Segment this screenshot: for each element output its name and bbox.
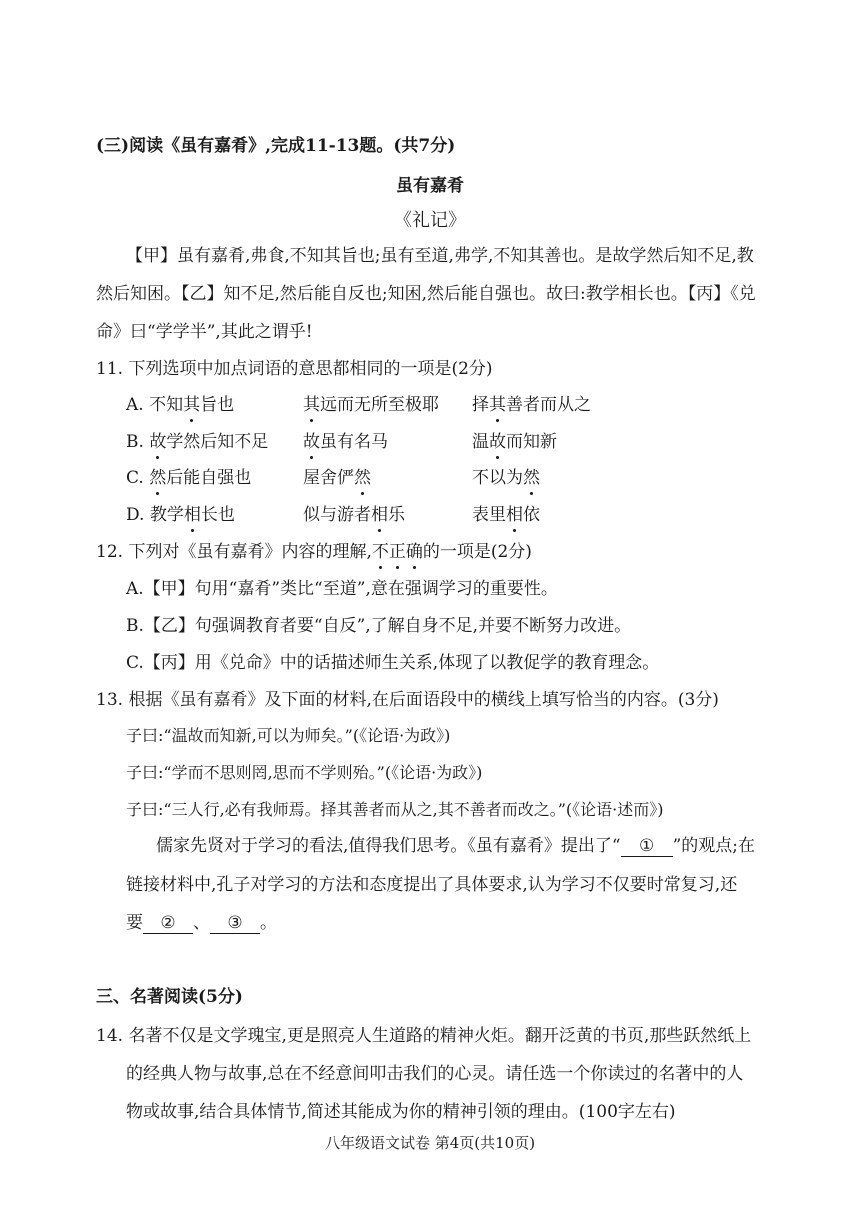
passage-source: 《礼记》 [394,210,466,231]
passage-title: 虽有嘉肴 [396,176,464,196]
q12-stem: 12. 下列对《虽有嘉肴》内容的理解,不正确的一项是(2分) [96,542,532,562]
q12-option-a[interactable]: A.【甲】句用“嘉肴”类比“至道”,意在强调学习的重要性。 [126,579,558,599]
q13-paragraph-line-3: 要 ② 、 ③ 。 [126,913,277,933]
option-a-word-3: 择其善者而从之 [472,395,591,415]
option-label: A. [126,395,144,415]
option-d-word-3: 表里相依 [472,505,540,525]
option-a-word-2: 其远而无所至极耶 [303,395,439,415]
q13-quote-3: 子曰:“三人行,必有我师焉。择其善者而从之,其不善者而改之。”(《论语·述而》) [126,800,664,819]
option-c-word-3: 不以为然 [472,468,540,488]
q11-option-d[interactable] [126,503,235,527]
q13-paragraph-line-2: 链接材料中,孔子对学习的方法和态度提出了具体要求,认为学习不仅要时常复习,还 [126,875,738,895]
option-label: B. [126,432,144,452]
option-a-word-1: 不知其旨也 [149,395,235,415]
answer-blank-3[interactable]: ③ [210,913,260,934]
q12-option-c[interactable]: C.【丙】用《兑命》中的话描述师生关系,体现了以教促学的教育理念。 [126,653,660,673]
q13-paragraph-line-1: 儒家先贤对于学习的看法,值得我们思考。《虽有嘉肴》提出了“ ① ”的观点;在 [156,836,756,856]
option-d-word-1: 教学相长也 [149,505,235,525]
q11-option-c[interactable] [126,466,251,490]
q11-stem: 11. 下列选项中加点词语的意思都相同的一项是(2分) [96,359,493,379]
passage-line-1: 【甲】虽有嘉肴,弗食,不知其旨也;虽有至道,弗学,不知其善也。是故学然后知不足,教 [126,246,754,266]
option-c-word-2: 屋舍俨然 [303,468,371,488]
option-b-word-3: 温故而知新 [472,432,557,452]
answer-blank-1[interactable]: ① [621,836,673,857]
option-b-word-1: 故学然后知不足 [149,432,269,452]
q11-option-b[interactable] [126,430,268,454]
page-footer: 八年级语文试卷 第4页(共10页) [324,1134,536,1152]
q14-line-3: 物或故事,结合具体情节,简述其能成为你的精神引领的理由。(100字左右) [126,1102,676,1122]
answer-blank-2[interactable]: ② [143,913,193,934]
option-label: C. [126,468,144,488]
q13-quote-2: 子曰:“学而不思则罔,思而不学则殆。”(《论语·为政》) [126,763,483,782]
q13-stem: 13. 根据《虽有嘉肴》及下面的材料,在后面语段中的横线上填写恰当的内容。(3分) [96,690,719,710]
section-3-title: (三)阅读《虽有嘉肴》,完成11-13题。(共7分) [96,136,456,156]
q14-line-2: 的经典人物与故事,总在不经意间叩击我们的心灵。请任选一个你读过的名著中的人 [126,1064,744,1084]
option-label: D. [126,505,145,525]
q11-option-a[interactable] [126,393,234,417]
q12-emphasis: 不正确 [371,542,423,562]
section-4-title: 三、名著阅读(5分) [96,987,243,1007]
option-b-word-2: 故虽有名马 [303,432,388,452]
passage-line-2: 然后知困。【乙】知不足,然后能自反也;知困,然后能自强也。故曰:教学相长也。【丙】《兑 [96,284,756,304]
option-d-word-2: 似与游者相乐 [303,505,405,525]
q12-option-b[interactable]: B.【乙】句强调教育者要“自反”,了解自身不足,并要不断努力改进。 [126,616,632,636]
passage-line-3: 命》曰“学学半”,其此之谓乎! [96,322,313,342]
q13-quote-1: 子曰:“温故而知新,可以为师矣。”(《论语·为政》) [126,726,451,745]
q14-line-1: 14. 名著不仅是文学瑰宝,更是照亮人生道路的精神火炬。翻开泛黄的书页,那些跃然纸上 [96,1026,752,1046]
option-c-word-1: 然后能自强也 [149,468,252,488]
